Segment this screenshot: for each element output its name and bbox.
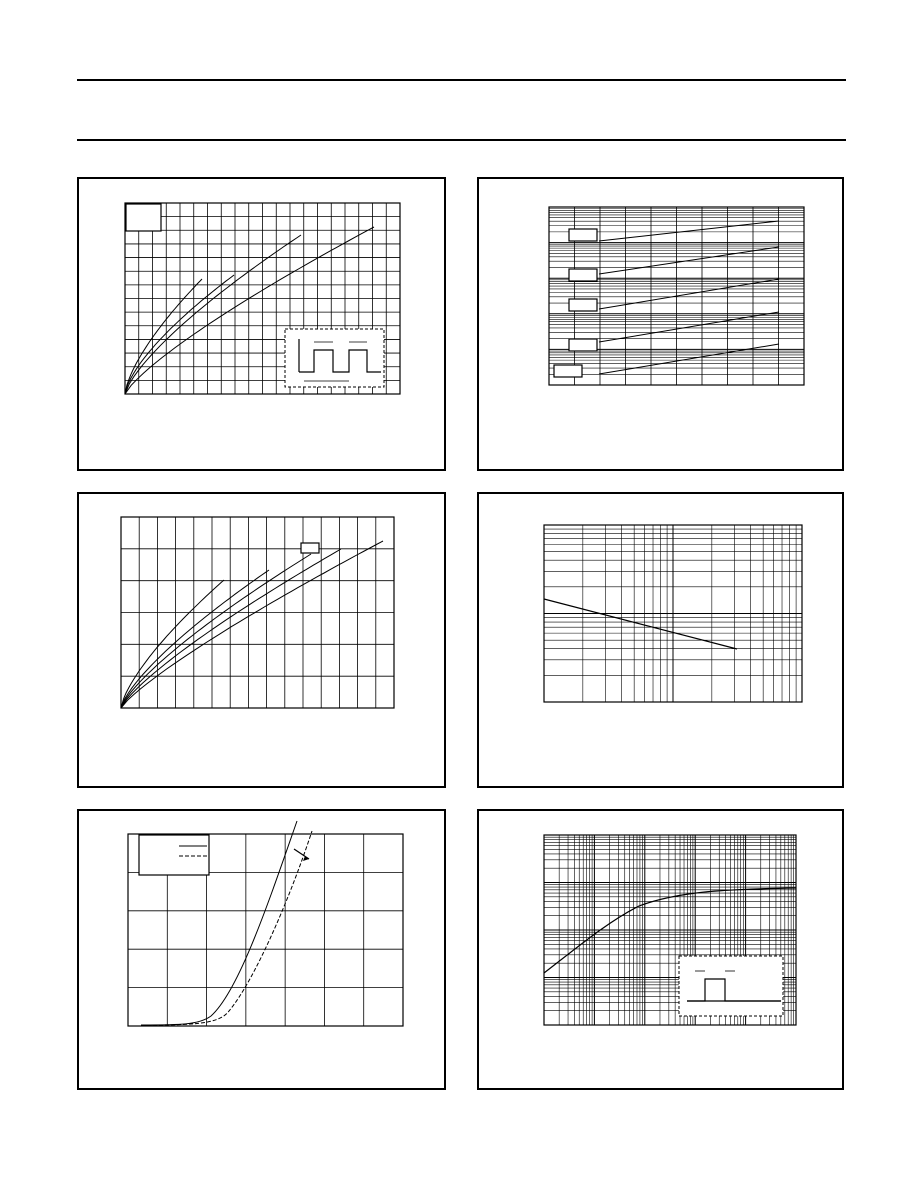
chart-6-inset-frame (679, 956, 783, 1016)
chart-2-label-box (569, 269, 597, 281)
chart-panel-6 (477, 809, 844, 1090)
chart-5-grid (128, 834, 403, 1026)
chart-3-label-box (301, 543, 319, 553)
chart-1-inset (285, 329, 384, 387)
chart-2-curve (599, 344, 779, 374)
chart-4-plot (479, 494, 842, 786)
chart-2-plot (479, 179, 842, 469)
chart-2-curve (599, 247, 779, 274)
chart-panel-2 (477, 177, 844, 471)
chart-3-plot (79, 494, 444, 786)
chart-panel-1 (77, 177, 446, 471)
header-rule-top (77, 79, 846, 81)
chart-3-curve (121, 570, 269, 708)
chart-1-label-box (126, 204, 161, 231)
chart-5-plot (79, 811, 444, 1088)
chart-5-legend-bg (139, 835, 209, 875)
chart-2-curve (599, 221, 779, 241)
chart-1-curve (125, 235, 301, 394)
header-rule-bottom (77, 139, 846, 141)
chart-3-curve (121, 541, 383, 708)
chart-4-grid (544, 525, 802, 702)
chart-6-plot (479, 811, 842, 1088)
chart-panel-5 (77, 809, 446, 1090)
chart-1-curve (125, 275, 234, 394)
chart-2-label-box (569, 299, 597, 311)
chart-2-curve (599, 312, 779, 342)
chart-5-arrowhead (303, 856, 309, 861)
chart-1-plot (79, 179, 444, 469)
chart-4-curves (544, 599, 737, 649)
chart-2-label-box (569, 339, 597, 351)
chart-4-curve (544, 599, 737, 649)
chart-3-curves (121, 541, 383, 708)
chart-panel-4 (477, 492, 844, 788)
chart-2-label-box (569, 229, 597, 241)
chart-3-curve (121, 549, 341, 708)
chart-2-label-box (554, 365, 582, 377)
chart-1-inset-frame (285, 329, 384, 387)
chart-3-curve (121, 554, 311, 708)
chart-3-grid (121, 517, 394, 708)
chart-6-inset (679, 956, 783, 1016)
chart-panel-3 (77, 492, 446, 788)
